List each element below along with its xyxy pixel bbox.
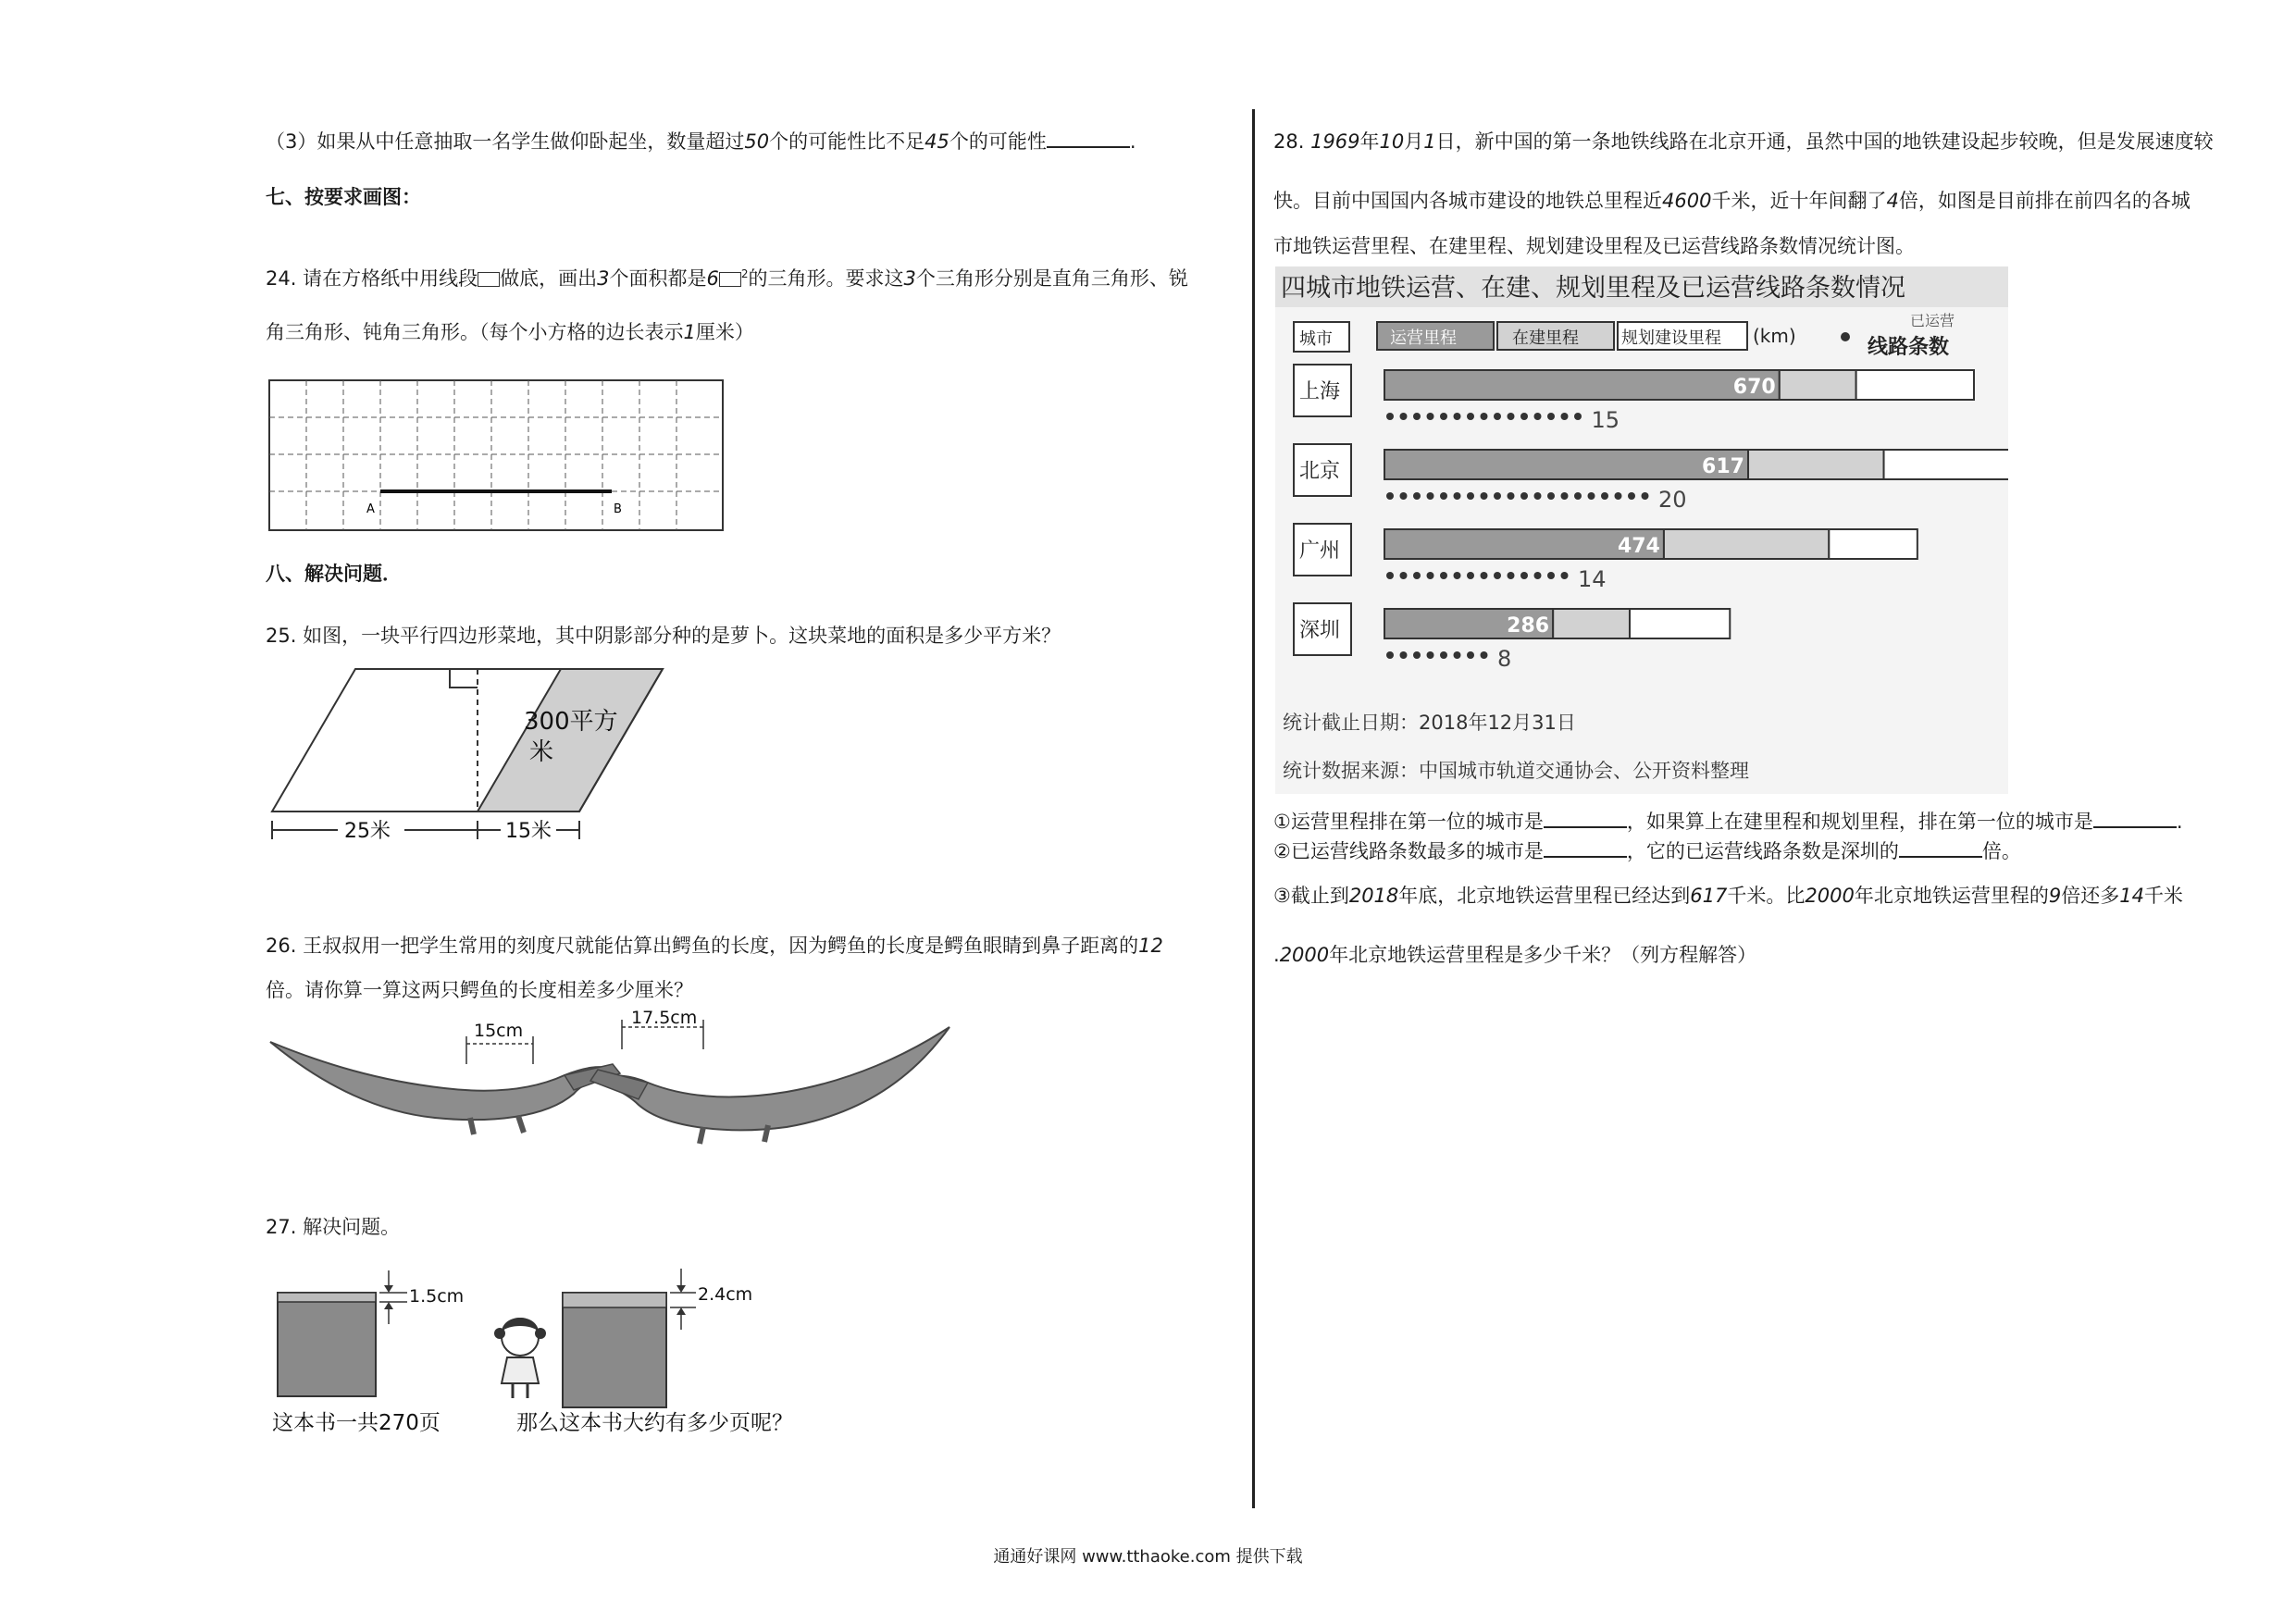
line-count-dot [1467, 492, 1474, 500]
line-count-dot [1508, 413, 1515, 420]
parallelogram-figure [268, 662, 666, 847]
q28-l2b: 千米，近十年间翻了 [1711, 190, 1887, 212]
q24-num-1: 1 [683, 321, 696, 343]
line-count-dot [1467, 572, 1474, 579]
q28-l2c: 倍，如图是目前排在前四名的各城 [1898, 190, 2191, 212]
books-figure [268, 1254, 861, 1439]
line-count-dot [1386, 651, 1394, 659]
chart-source-note: 统计数据来源：中国城市轨道交通协会、公开资料整理 [1283, 760, 1749, 782]
bar-operating [1384, 370, 1780, 400]
q28-s3e: 倍还多 [2061, 885, 2120, 907]
city-label: 深圳 [1299, 619, 1341, 642]
q23-3-text [266, 128, 1136, 155]
crocodile-2-icon [598, 1027, 949, 1130]
q28-l1a: 28. [1273, 130, 1311, 153]
q28-year-2000: 2000 [1805, 885, 1855, 907]
q28-sub3-line1 [1273, 882, 2183, 910]
line-count-dot [1454, 572, 1461, 579]
line-count-dot [1508, 572, 1515, 579]
point-a-label: A [366, 502, 375, 516]
q26-l1a: 26. 王叔叔用一把学生常用的刻度尺就能估算出鳄鱼的长度，因为鳄鱼的长度是鳄鱼眼睛到鼻子距离的 [266, 935, 1139, 957]
operating-value-label: 617 [1702, 455, 1744, 478]
shaded-area-label-2: 米 [529, 738, 554, 766]
q28-num-4600: 4600 [1662, 190, 1712, 212]
line-count-dot [1440, 413, 1447, 420]
q28-s3l2b: 年北京地铁运营里程是多少千米？（列方程解答） [1329, 944, 1757, 966]
operating-value-label: 286 [1507, 614, 1550, 638]
q24-l2a: 角三角形、钝角三角形。（每个小方格的边长表示 [266, 321, 684, 343]
operating-value-label: 474 [1617, 535, 1660, 558]
line-count-dot [1547, 492, 1555, 500]
q23-num-45: 45 [925, 130, 949, 153]
page-footer: 通通好课网 www.tthaoke.com 提供下载 [993, 1547, 1303, 1567]
legend-planned: 规划建设里程 [1621, 328, 1721, 348]
line-count-dot [1454, 492, 1461, 500]
q28-num-9: 9 [2048, 885, 2062, 907]
line-count-dot [1386, 572, 1394, 579]
q23-suffix: 个的可能性 [949, 130, 1047, 153]
book-1-icon [278, 1293, 376, 1396]
crocodile-1-icon [270, 1042, 613, 1120]
line-count-dot [1440, 492, 1447, 500]
line-count-dot [1615, 492, 1622, 500]
line-count-dot [1547, 572, 1555, 579]
shaded-region [478, 669, 663, 812]
q24-l1b: 做底，画出 [500, 267, 598, 290]
q28-year-2000b: 2000 [1279, 944, 1330, 966]
q23-mid: 个的可能性比不足 [769, 130, 925, 153]
answer-blank[interactable] [1899, 837, 1982, 858]
bar-building [1664, 529, 1829, 559]
section-7-heading: 七、按要求画图： [266, 186, 421, 208]
line-count-dot [1427, 492, 1434, 500]
measure-17-5cm: 17.5cm [631, 1009, 698, 1028]
q23-num-50: 50 [744, 130, 770, 153]
line-count-dot [1588, 492, 1595, 500]
line-count-dot [1413, 413, 1421, 420]
q24-l1d: 的三角形。要求这 [748, 267, 904, 290]
line-count-dot [1508, 492, 1515, 500]
line-count-dot [1454, 651, 1461, 659]
cm2-symbol [719, 272, 741, 287]
legend-city: 城市 [1299, 329, 1333, 349]
q28-s3l2a: . [1273, 944, 1280, 966]
q23-prefix: （3）如果从中任意抽取一名学生做仰卧起坐，数量超过 [266, 130, 745, 153]
q28-line2 [1273, 187, 2191, 215]
chart-date-note: 统计截止日期：2018年12月31日 [1283, 712, 1576, 734]
answer-blank[interactable] [2093, 808, 2177, 828]
q28-num-14: 14 [2119, 885, 2144, 907]
q24-l2b: 厘米） [695, 321, 754, 343]
q26-line2: 倍。请你算一算这两只鳄鱼的长度相差多少厘米？ [266, 979, 693, 1001]
line-count-dot [1400, 492, 1408, 500]
q28-s1a: ①运营里程排在第一位的城市是 [1273, 811, 1544, 833]
line-count-dot [1601, 492, 1608, 500]
q24-line2 [266, 318, 754, 346]
line-count-dot [1481, 651, 1488, 659]
line-count-dot [1547, 413, 1555, 420]
q28-s3b: 年底，北京地铁运营里程已经达到 [1398, 885, 1691, 907]
q27-text: 27. 解决问题。 [266, 1216, 401, 1238]
bar-operating [1384, 450, 1748, 479]
q28-s2a: ②已运营线路条数最多的城市是 [1273, 840, 1544, 862]
line-count-dot [1534, 572, 1542, 579]
q28-month-10: 10 [1379, 130, 1405, 153]
q28-s1b: ，如果算上在建里程和规划里程，排在第一位的城市是 [1626, 811, 2093, 833]
book-2-icon [563, 1293, 666, 1407]
q28-day-1: 1 [1423, 130, 1436, 153]
grid-paper[interactable] [268, 379, 726, 533]
line-count-dot [1642, 492, 1649, 500]
legend-building: 在建里程 [1512, 328, 1579, 348]
line-count-dot [1386, 492, 1394, 500]
line-count-dot [1427, 651, 1434, 659]
bar-building [1748, 450, 1884, 479]
line-count-dot [1561, 492, 1569, 500]
metro-chart [1275, 266, 2008, 794]
line-count-dot [1520, 572, 1528, 579]
legend-operating: 运营里程 [1390, 328, 1457, 348]
line-count-dot [1534, 413, 1542, 420]
line-count-dot [1628, 492, 1635, 500]
q28-sub1 [1273, 808, 2183, 836]
q23-end: . [1129, 130, 1136, 153]
q28-l1c: 月 [1404, 130, 1424, 153]
city-label: 广州 [1299, 539, 1341, 563]
line-count-dot [1520, 492, 1528, 500]
q28-s3a: ③截止到 [1273, 885, 1349, 907]
line-count-dot [1561, 413, 1569, 420]
line-count-dot [1386, 413, 1394, 420]
line-count-dot [1427, 572, 1434, 579]
chart-title: 四城市地铁运营、在建、规划里程及已运营线路条数情况 [1281, 274, 1905, 303]
line-count-dot [1400, 651, 1408, 659]
segment-ab-symbol [478, 272, 500, 287]
q28-s3f: 千米 [2143, 885, 2183, 907]
answer-blank[interactable] [1544, 808, 1627, 828]
line-count-label: 14 [1578, 566, 1607, 592]
legend-lines-1: 已运营 [1910, 312, 1955, 329]
line-count-label: 8 [1497, 646, 1512, 672]
q28-l1d: 日，新中国的第一条地铁线路在北京开通，虽然中国的地铁建设起步较晚，但是发展速度较 [1435, 130, 2214, 153]
q25-text: 25. 如图，一块平行四边形菜地，其中阴影部分种的是萝卜。这块菜地的面积是多少平方米？ [266, 625, 1061, 647]
line-count-dot [1574, 492, 1582, 500]
q28-line1 [1273, 128, 2214, 155]
thickness-2-4cm: 2.4cm [698, 1284, 753, 1305]
bar-building [1780, 370, 1856, 400]
line-count-label: 20 [1658, 487, 1687, 513]
line-count-dot [1400, 572, 1408, 579]
q28-sub3-line2 [1273, 941, 1756, 969]
bar-planned [1884, 450, 2008, 479]
line-count-dot [1454, 413, 1461, 420]
line-count-dot [1467, 651, 1474, 659]
line-count-dot [1494, 572, 1501, 579]
q28-num-4: 4 [1886, 190, 1899, 212]
line-count-dot [1481, 413, 1488, 420]
length-25m: 25米 [344, 820, 391, 843]
q28-sub2 [1273, 837, 2021, 865]
q28-s2c: 倍。 [1981, 840, 2021, 862]
line-count-dot [1440, 651, 1447, 659]
bar-building [1553, 609, 1630, 638]
line-count-dot [1427, 413, 1434, 420]
girl-icon [494, 1318, 546, 1398]
line-count-label: 15 [1591, 407, 1620, 433]
q24-line1: 24. 请在方格纸中用线段 做底，画出3个面积都是6 $^2$的三角形。要求这3个三角形分别是直角三角形、锐 [266, 267, 1188, 290]
line-count-dot [1413, 572, 1421, 579]
q28-line3: 市地铁运营里程、在建里程、规划建设里程及已运营线路条数情况统计图。 [1273, 235, 1915, 257]
line-count-dot [1520, 413, 1528, 420]
q28-year-2018: 2018 [1348, 885, 1399, 907]
thickness-1-5cm: 1.5cm [409, 1286, 465, 1307]
answer-blank[interactable] [1544, 837, 1627, 858]
line-count-dot [1413, 651, 1421, 659]
line-count-dot [1494, 492, 1501, 500]
bar-planned [1856, 370, 1974, 400]
q24-l1c: 个面积都是 [609, 267, 707, 290]
crocodile-figure [268, 1009, 953, 1147]
q24-l1e: 个三角形分别是直角三角形、锐 [915, 267, 1188, 290]
book-1-caption: 这本书一共270页 [272, 1411, 441, 1435]
city-label: 北京 [1299, 460, 1341, 483]
q28-num-617: 617 [1690, 885, 1728, 907]
q28-s3d: 年北京地铁运营里程的 [1854, 885, 2049, 907]
line-count-dot [1481, 492, 1488, 500]
line-count-dot [1494, 413, 1501, 420]
q24-num-3b: 3 [903, 267, 916, 290]
line-count-dot [1481, 572, 1488, 579]
book-2-caption: 那么这本书大约有多少页呢？ [516, 1411, 793, 1435]
line-count-dot [1561, 572, 1569, 579]
q26-line1 [266, 932, 1163, 960]
point-b-label: B [614, 502, 622, 516]
q28-s1c: . [2176, 811, 2183, 833]
line-count-dot [1400, 413, 1408, 420]
section-8-heading: 八、解决问题． [266, 563, 402, 585]
legend-lines-2: 线路条数 [1868, 336, 1950, 359]
bar-planned [1630, 609, 1730, 638]
legend-unit: (km) [1753, 325, 1796, 347]
q26-num-12: 12 [1138, 935, 1163, 957]
q24-l1a: 24. 请在方格纸中用线段 [266, 267, 478, 290]
operating-value-label: 670 [1732, 376, 1776, 399]
q28-year-1969: 1969 [1310, 130, 1360, 153]
line-count-dot [1534, 492, 1542, 500]
q28-s2b: ，它的已运营线路条数是深圳的 [1626, 840, 1899, 862]
shaded-area-label-1: 300平方 [524, 708, 618, 736]
measure-15cm: 15cm [474, 1021, 524, 1041]
q24-area: 6 [706, 267, 719, 290]
line-count-dot [1467, 413, 1474, 420]
answer-blank[interactable] [1047, 128, 1130, 148]
line-count-dot [1440, 572, 1447, 579]
q24-num-3: 3 [597, 267, 610, 290]
line-count-dot [1413, 492, 1421, 500]
bar-planned [1829, 529, 1917, 559]
length-15m: 15米 [505, 820, 552, 843]
city-label: 上海 [1299, 380, 1341, 403]
q28-s3c: 千米。比 [1727, 885, 1806, 907]
q28-l2a: 快。目前中国国内各城市建设的地铁总里程近 [1273, 190, 1662, 212]
q28-l1b: 年 [1359, 130, 1380, 153]
line-count-dot [1574, 413, 1582, 420]
column-divider [1252, 109, 1255, 1508]
